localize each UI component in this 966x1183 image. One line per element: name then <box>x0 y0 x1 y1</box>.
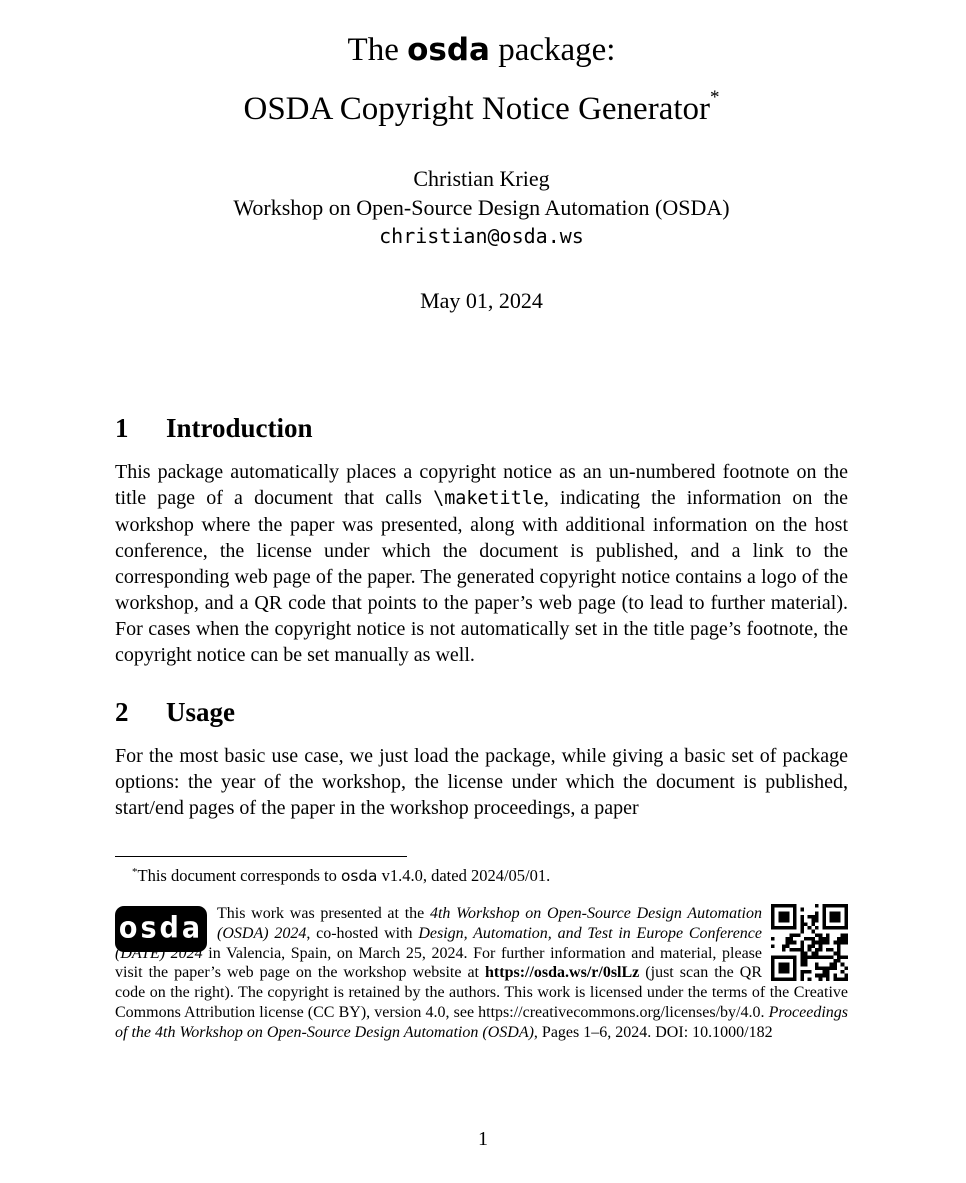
footnote-rule <box>115 856 407 857</box>
paper-title-line1: The osda package: <box>347 32 616 68</box>
paper-title <box>115 27 848 133</box>
osda-logo-text: osda <box>118 911 204 946</box>
copyright-notice <box>115 904 848 1043</box>
title-block <box>115 0 848 314</box>
footnote-area <box>115 856 848 1043</box>
title-footnote: *This document corresponds to osda v1.4.0, dated 2024/05/01. <box>132 866 551 885</box>
section-2-paragraph: For the most basic use case, we just load the package, while giving a basic set of package options: the year of the workshop, the license under which the document is published, start/end pages of the paper in the workshop proceedings, a paper <box>115 745 848 819</box>
section-2-title: Usage <box>166 697 235 727</box>
footnote-marker: * <box>132 866 138 878</box>
section-introduction <box>115 411 848 668</box>
author-email: christian@osda.ws <box>379 224 584 248</box>
copyright-notice-text: This work was presented at the 4th Workshop on Open-Source Design Automation (OSDA) 2024, co-hosted with Design, Automation, and Test in Europe Conference (DATE) 2024 in Valencia, Spain, on March 25, 2024. For further information and material, please visit the paper’s web page on the workshop website at https://osda.ws/r/0slLz (just scan the QR code on the right). The copyright is retained by the authors. This work is licensed under the terms of the Creative Commons Attribution license (CC BY), version 4.0, see https://creativecommons.org/licenses/by/4.0. Proceedings of the 4th Workshop on Open-Source Design Automation (OSDA), Pages 1–6, 2024. DOI: 10.1000/182 <box>115 905 848 1041</box>
section-1-title: Introduction <box>166 413 313 443</box>
qr-code-icon <box>771 904 848 981</box>
author-block <box>115 164 848 251</box>
section-usage <box>115 695 848 821</box>
author-name: Christian Krieg <box>413 166 550 191</box>
section-2-number: 2 <box>115 697 129 727</box>
paper-title-line2: OSDA Copyright Notice Generator* <box>243 87 720 127</box>
osda-logo <box>115 906 207 952</box>
page-number: 1 <box>478 1128 488 1150</box>
section-2-heading <box>115 695 848 729</box>
section-1-paragraph: This package automatically places a copyright notice as an un-numbered footnote on the title page of a document that calls \maketitle, indicating the information on the workshop where the paper was presented, along with additional information on the host conference, the license under which the document is published, and a link to the corresponding web page of the paper. The generated copyright notice contains a logo of the workshop, and a QR code that points to the paper’s web page (to lead to further material). For cases when the copyright notice is not automatically set in the title page’s footnote, the copyright notice can be set manually as well. <box>115 461 848 666</box>
text-column <box>115 0 848 821</box>
section-1-number: 1 <box>115 413 129 443</box>
author-affiliation: Workshop on Open-Source Design Automation (OSDA) <box>233 195 730 220</box>
title-footnote-marker: * <box>710 87 720 108</box>
date: May 01, 2024 <box>420 288 543 313</box>
section-1-heading <box>115 411 848 445</box>
